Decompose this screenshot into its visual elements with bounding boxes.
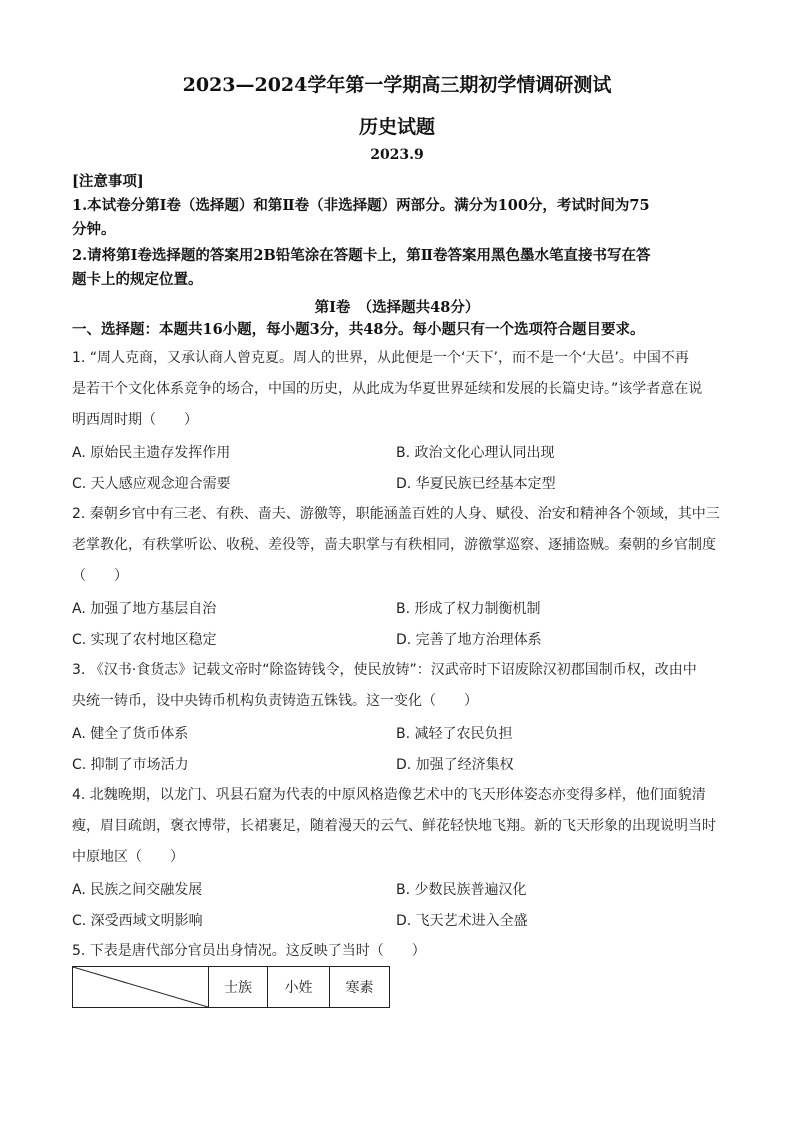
- table-header-cell: 小姓: [268, 967, 330, 1008]
- question-2-option-b: B. 形成了权力制衡机制: [396, 601, 541, 617]
- question-1-line: 1. “周人克商，又承认商人曾克夏。周人的世界，从此便是一个‘天下’，而不是一个‘大邑’。中国不再: [72, 350, 689, 366]
- question-4-option-d: D. 飞天艺术进入全盛: [396, 913, 528, 929]
- table-diagonal-cell: [73, 967, 209, 1008]
- diagonal-line: [73, 967, 208, 1007]
- notice-line: 1.本试卷分第Ⅰ卷（选择题）和第Ⅱ卷（非选择题）两部分。满分为100分，考试时间为75: [72, 197, 650, 214]
- exam-title: 2023—2024学年第一学期高三期初学情调研测试: [182, 74, 612, 96]
- question-1-line: 是若干个文化体系竞争的场合，中国的历史，从此成为华夏世界延续和发展的长篇史诗。”该学者意在说: [72, 381, 703, 397]
- question-4-option-c: C. 深受西域文明影响: [72, 913, 203, 929]
- notice-line: 题卡上的规定位置。: [72, 271, 203, 288]
- notice-line: 2.请将第Ⅰ卷选择题的答案用2B铅笔涂在答题卡上，第Ⅱ卷答案用黑色墨水笔直接书写在答: [72, 247, 651, 264]
- question-4-option-b: B. 少数民族普遍汉化: [396, 882, 527, 898]
- question-2-option-a: A. 加强了地方基层自治: [72, 601, 217, 617]
- volume-title: 第Ⅰ卷 （选择题共48分）: [314, 299, 480, 316]
- table-header-cell: 寒素: [330, 967, 390, 1008]
- section-instruction: 一、选择题：本题共16小题，每小题3分，共48分。每小题只有一个选项符合题目要求。: [72, 321, 645, 338]
- table-header-cell: 士族: [209, 967, 268, 1008]
- question-1-line: 明西周时期（ ）: [72, 412, 198, 428]
- question-2-line: 老掌教化，有秩掌听讼、收税、差役等，啬夫职掌与有秩相同，游徼掌巡察、逐捕盗贼。秦朝的乡官制度: [72, 537, 716, 553]
- question-2-line: 2. 秦朝乡官中有三老、有秩、啬夫、游徼等，职能涵盖百姓的人身、赋役、治安和精神各个领域，其中三: [72, 506, 720, 522]
- official-origin-table: [72, 966, 390, 1008]
- question-4-option-a: A. 民族之间交融发展: [72, 882, 203, 898]
- question-3-line: 央统一铸币，设中央铸币机构负责铸造五铢钱。这一变化（ ）: [72, 693, 478, 709]
- question-3-option-b: B. 减轻了农民负担: [396, 726, 513, 742]
- notice-line: 分钟。: [72, 221, 116, 238]
- question-1-option-a: A. 原始民主遗存发挥作用: [72, 445, 231, 461]
- table-header-row: [73, 967, 390, 1008]
- question-1-option-b: B. 政治文化心理认同出现: [396, 445, 555, 461]
- question-4-line: 4. 北魏晚期，以龙门、巩县石窟为代表的中原风格造像艺术中的飞天形体姿态亦变得多样，他们面貌清: [72, 787, 706, 803]
- question-5-line: 5. 下表是唐代部分官员出身情况。这反映了当时（ ）: [72, 943, 426, 959]
- exam-date: 2023.9: [370, 147, 424, 163]
- subject-title: 历史试题: [358, 116, 435, 138]
- question-2-line: （ ）: [72, 568, 128, 584]
- question-3-option-a: A. 健全了货币体系: [72, 726, 189, 742]
- question-2-option-c: C. 实现了农村地区稳定: [72, 632, 217, 648]
- notice-heading: [注意事项]: [72, 173, 144, 190]
- question-3-line: 3. 《汉书·食货志》记载文帝时“除盗铸钱令，使民放铸”：汉武帝时下诏废除汉初郡国制币权，改由中: [72, 662, 697, 678]
- question-1-option-c: C. 天人感应观念迎合需要: [72, 476, 231, 492]
- question-3-option-d: D. 加强了经济集权: [396, 757, 514, 773]
- question-1-option-d: D. 华夏民族已经基本定型: [396, 476, 556, 492]
- question-4-line: 中原地区（ ）: [72, 849, 184, 865]
- question-2-option-d: D. 完善了地方治理体系: [396, 632, 542, 648]
- question-3-option-c: C. 抑制了市场活力: [72, 757, 189, 773]
- question-4-line: 瘦，眉目疏朗，褒衣博带，长裙裹足，随着漫天的云气、鲜花轻快地飞翔。新的飞天形象的出现说明当时: [72, 818, 716, 834]
